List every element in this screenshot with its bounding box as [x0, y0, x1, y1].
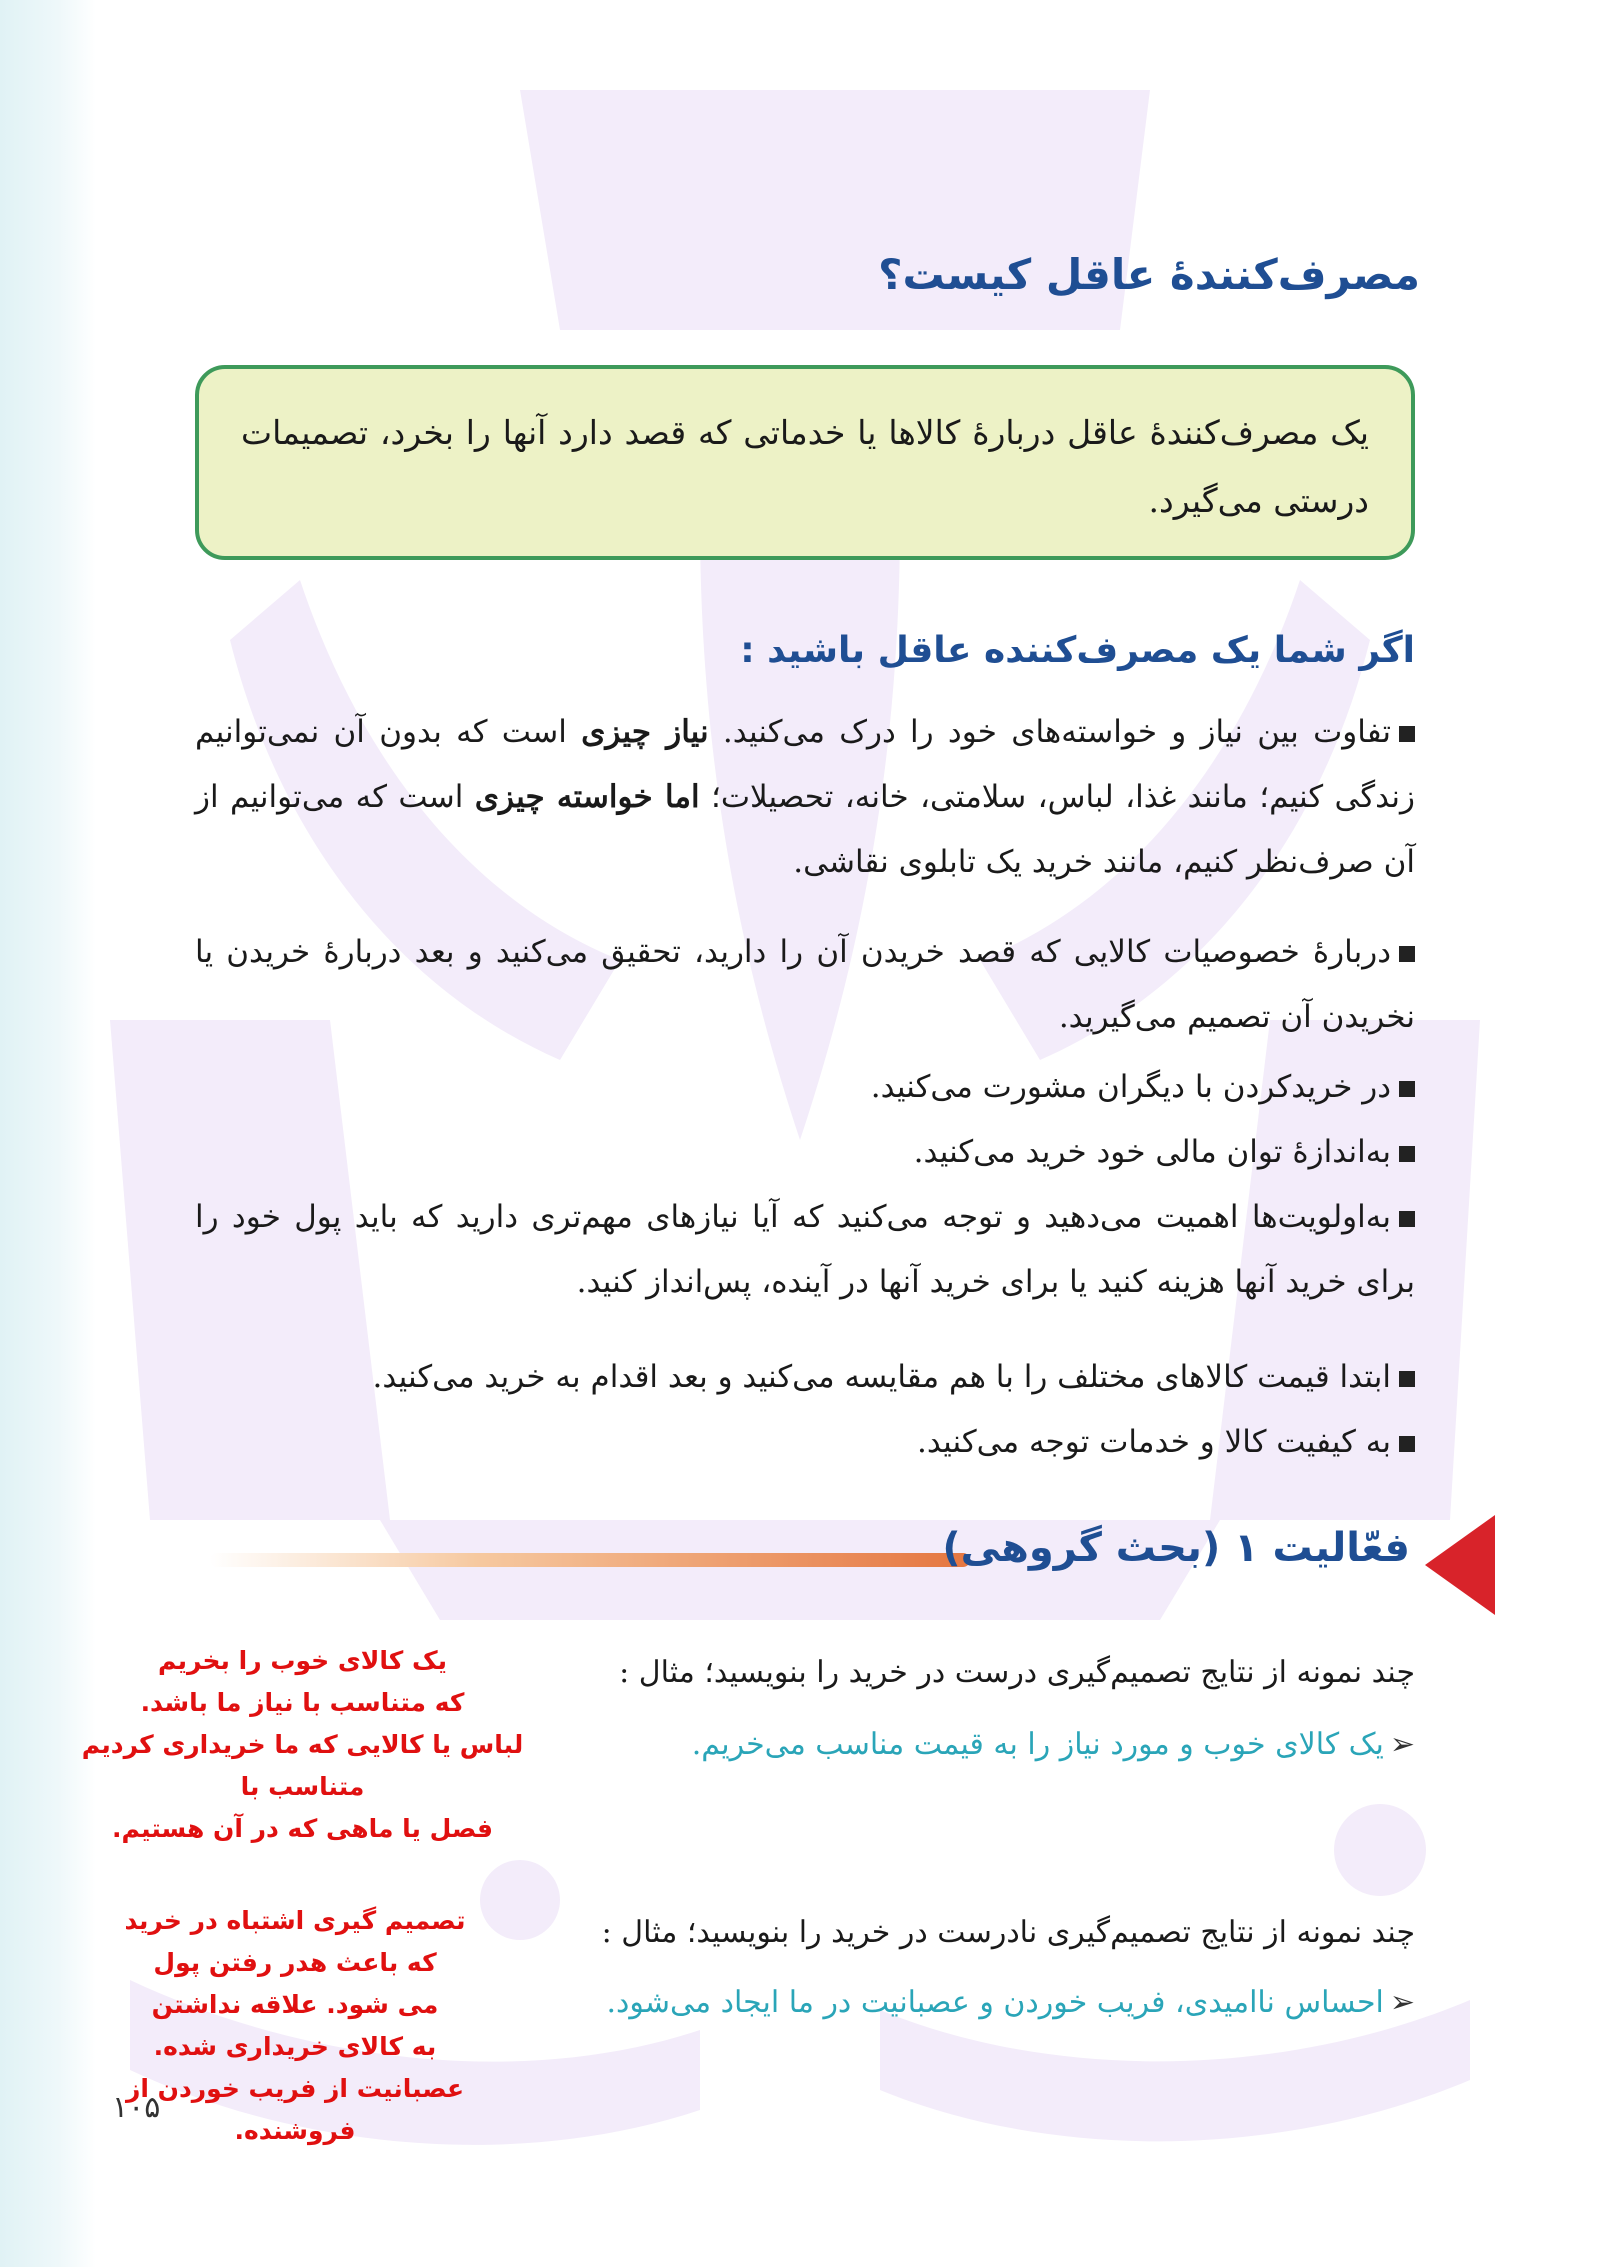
- handwritten-line: لباس یا کالایی که ما خریداری کردیم متناسب با: [81, 1730, 524, 1801]
- paragraph1-text-a: تفاوت بین نیاز و خواسته‌های خود را درک می‌کنید.: [708, 714, 1392, 750]
- activity-divider-bar: [210, 1553, 970, 1567]
- definition-box: یک مصرف‌کنندهٔ عاقل دربارهٔ کالاها یا خدماتی که قصد دارد آنها را بخرد، تصمیمات درستی می‌گیرد.: [195, 365, 1415, 560]
- paragraph1-bold-want: اما خواسته چیزی: [474, 779, 700, 815]
- section-title: مصرف‌کنندهٔ عاقل کیست؟: [878, 250, 1420, 299]
- answer-2-text: احساس ناامیدی، فریب خوردن و عصبانیت در ما ایجاد می‌شود.: [606, 1985, 1384, 2020]
- arrow-left-icon: ➢: [1389, 1985, 1415, 2020]
- bullet-item: [195, 920, 1415, 1050]
- paragraph1-text-b: است که بدون آن نمی‌توانیم زندگی کنیم؛ مانند غذا، لباس، سلامتی، خانه، تحصیلات؛: [195, 714, 1415, 815]
- page-number: ۱۰۵: [112, 2090, 161, 2125]
- bullet-square-icon: [1399, 726, 1415, 742]
- bullet-square-icon: [1399, 946, 1415, 962]
- bullet-item: [195, 1120, 1415, 1185]
- bullet-square-icon: [1399, 1436, 1415, 1452]
- bullet-square-icon: [1399, 1211, 1415, 1227]
- arrow-left-icon: ➢: [1389, 1727, 1415, 1762]
- handwritten-line: عصبانیت از فریب خوردن از فروشنده.: [125, 2074, 465, 2145]
- handwritten-line: می شود. علاقه نداشتن: [151, 1990, 439, 2019]
- paragraph1-bold-need: نیاز چیزی: [581, 714, 709, 750]
- bullet-text: به‌اندازهٔ توان مالی خود خرید می‌کنید.: [913, 1134, 1391, 1170]
- bullet-item: [195, 1410, 1415, 1475]
- bullet-text: در خریدکردن با دیگران مشورت می‌کنید.: [870, 1069, 1391, 1105]
- handwritten-line: که باعث هدر رفتن پول: [153, 1948, 437, 1977]
- paragraph-need-vs-want: [195, 700, 1415, 895]
- question-2: چند نمونه از نتایج تصمیم‌گیری نادرست در خرید را بنویسید؛ مثال :: [601, 1915, 1415, 1950]
- handwritten-line: که متناسب با نیاز ما باشد.: [140, 1688, 465, 1717]
- handwritten-line: یک کالای خوب را بخریم: [158, 1646, 447, 1675]
- paragraph1-text-c: است که می‌توانیم از آن صرف‌نظر کنیم، مانند خرید یک تابلوی نقاشی.: [195, 779, 1415, 880]
- triangle-marker-icon: [1425, 1515, 1495, 1615]
- bullet-square-icon: [1399, 1081, 1415, 1097]
- bullet-item: [195, 1345, 1415, 1410]
- bullet-square-icon: [1399, 1146, 1415, 1162]
- answer-1-text: یک کالای خوب و مورد نیاز را به قیمت مناسب می‌خریم.: [691, 1727, 1384, 1762]
- bullet-square-icon: [1399, 1371, 1415, 1387]
- bullet-text: به کیفیت کالا و خدمات توجه می‌کنید.: [917, 1424, 1391, 1460]
- bullet-text: ابتدا قیمت کالاهای مختلف را با هم مقایسه می‌کنید و بعد اقدام به خرید می‌کنید.: [372, 1359, 1391, 1395]
- answer-1: [692, 1720, 1415, 1770]
- subheading: اگر شما یک مصرف‌کننده عاقل باشید :: [740, 630, 1415, 671]
- handwritten-line: فصل یا ماهی که در آن هستیم.: [112, 1814, 493, 1843]
- handwritten-line: تصمیم گیری اشتباه در خرید: [124, 1906, 466, 1935]
- answer-2: [606, 1978, 1415, 2028]
- bullet-text: دربارهٔ خصوصیات کالایی که قصد خریدن آن را دارید، تحقیق می‌کنید و بعد دربارهٔ خریدن یا نخریدن آن تصمیم می‌گیرید.: [195, 934, 1415, 1035]
- bullet-text: به‌اولویت‌ها اهمیت می‌دهید و توجه می‌کنید که آیا نیازهای مهم‌تری دارید که باید پول خود را برای خرید آنها هزینه کنید یا برای خرید آنها در آینده، پس‌انداز کنید.: [195, 1199, 1415, 1300]
- bullet-item: [195, 1185, 1415, 1315]
- handwritten-line: به کالای خریداری شده.: [153, 2032, 437, 2061]
- handwritten-answer-1: [30, 1640, 575, 1850]
- activity-title: فعّالیت ۱ (بحث گروهی): [942, 1525, 1410, 1571]
- question-1: چند نمونه از نتایج تصمیم‌گیری درست در خرید را بنویسید؛ مثال :: [619, 1655, 1415, 1690]
- bullet-item: [195, 1055, 1415, 1120]
